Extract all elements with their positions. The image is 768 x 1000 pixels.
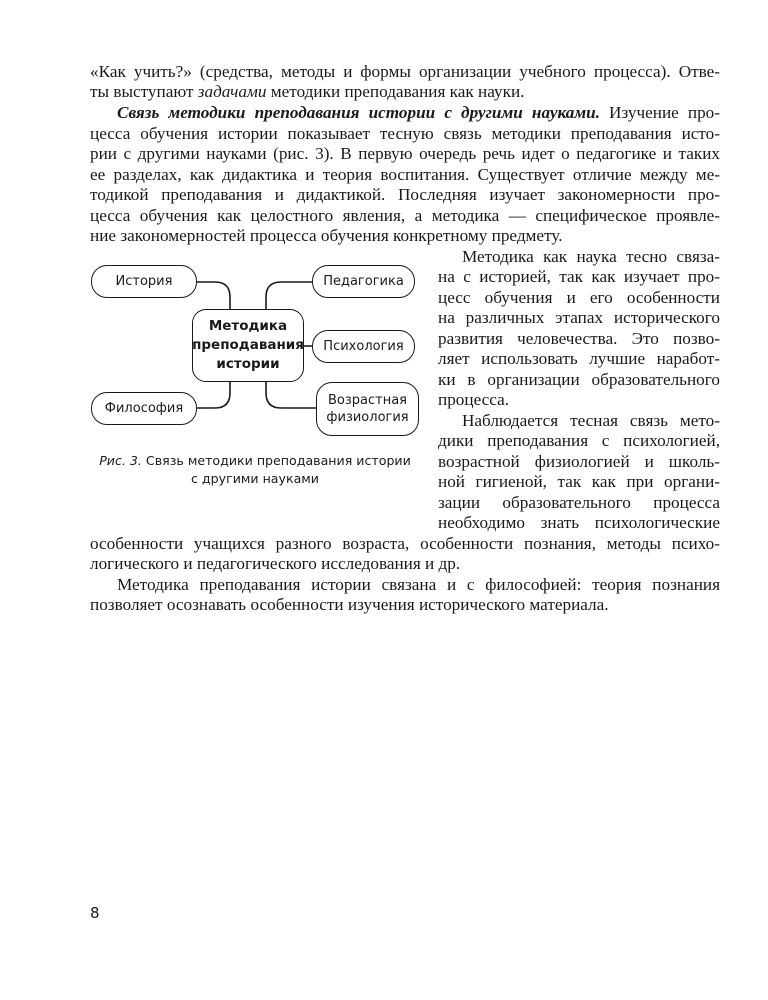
node-pedagogy <box>312 265 415 298</box>
text-line: на различных этапах исторического <box>438 308 720 327</box>
node-label: истории <box>216 356 280 372</box>
text-fragment: ты выступают <box>90 82 198 101</box>
node-label: преподавания <box>192 337 304 353</box>
text-line: рии с другими науками (рис. 3). В первую очередь речь идет о педагогике и таких <box>90 144 720 163</box>
text-line: «Как учить?» (средства, методы и формы организации учебного процесса). Отве- <box>90 62 720 81</box>
node-label: Возрастная <box>327 393 407 408</box>
caption-text: с другими науками <box>191 471 319 486</box>
text-line <box>90 82 720 102</box>
text-line: зации образовательного процесса <box>438 493 720 512</box>
emphasis-term: задачами <box>197 82 267 101</box>
node-psychology <box>312 330 415 363</box>
text-fragment: методики преподавания как науки. <box>266 82 525 101</box>
text-line: логического и педагогического исследования и др. <box>90 554 461 573</box>
text-line: цесса обучения как целостного явления, а методика — специфическое проявле- <box>90 206 720 225</box>
node-label: Психология <box>323 339 404 354</box>
text-line: особенности учащихся разного возраста, особенности познания, методы психо- <box>90 534 720 553</box>
text-line: цесс обучения и его особенности <box>438 288 720 307</box>
text-line <box>117 103 720 123</box>
text-line: Методика как наука тесно связа- <box>462 247 720 266</box>
node-label: История <box>115 274 173 289</box>
node-philosophy <box>91 392 197 425</box>
page-number: 8 <box>90 904 100 922</box>
text-line: необходимо знать психологические <box>438 513 720 532</box>
text-line: ние закономерностей процесса обучения конкретному предмету. <box>90 226 563 245</box>
text-line: возрастной физиологией и школь- <box>438 452 720 471</box>
node-label: Педагогика <box>323 274 404 289</box>
text-line: ляет использовать лучшие наработ- <box>438 349 720 368</box>
text-line: развития человечества. Это позво- <box>438 329 720 348</box>
node-label: физиология <box>326 410 409 425</box>
node-center-teaching-methods <box>192 309 304 382</box>
text-line: на с историей, так как изучает про- <box>438 267 720 286</box>
text-line: Методика преподавания истории связана и с философией: теория познания <box>117 575 720 594</box>
text-line: ки в организации образовательного <box>438 370 720 389</box>
text-line: цесса обучения истории показывает тесную связь методики преподавания исто- <box>90 124 720 143</box>
figure-caption <box>95 452 415 488</box>
text-fragment: Изучение про- <box>599 103 720 122</box>
mind-map-diagram <box>85 255 425 445</box>
text-line: ее разделах, как дидактика и теория воспитания. Существует отличие между ме- <box>90 165 720 184</box>
text-line: Наблюдается тесная связь мето- <box>462 411 720 430</box>
figure-label: Рис. 3. <box>99 453 142 468</box>
caption-text: Связь методики преподавания истории <box>141 453 411 468</box>
node-label: Методика <box>208 318 288 334</box>
text-line: ной гигиеной, так как при органи- <box>438 472 720 491</box>
section-heading-inline: Связь методики преподавания истории с другими науками. <box>117 103 600 122</box>
node-label: Философия <box>104 401 184 416</box>
text-line: тодикой преподавания и дидактикой. Последняя изучает закономерности про- <box>90 185 720 204</box>
node-age-physiology <box>316 382 419 436</box>
text-line: процесса. <box>438 390 510 409</box>
text-line: позволяет осознавать особенности изучения исторического материала. <box>90 595 609 614</box>
text-line: дики преподавания с психологией, <box>438 431 720 450</box>
node-history <box>91 265 197 298</box>
